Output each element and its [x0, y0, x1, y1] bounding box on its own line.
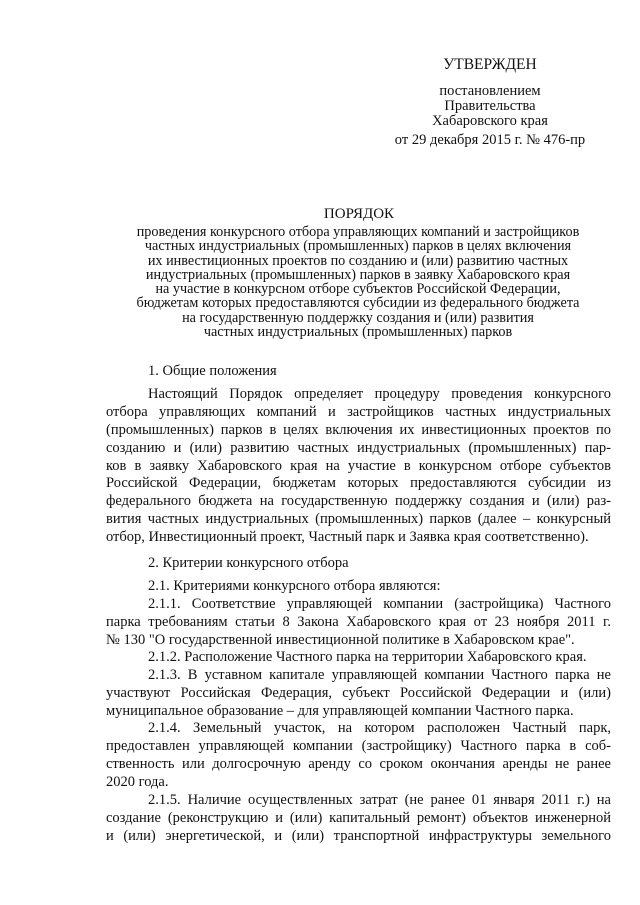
paragraph-line: 2.1.4. Земельный участок, на котором расположен Частный парк, [148, 720, 611, 736]
subtitle-line: частных индустриальных (промышленных) парков в целях включения [144, 238, 572, 255]
paragraph-line: участвуют Российская Федерация, субъект Российской Федерации и (или) [106, 684, 611, 701]
section-1-paragraph [106, 386, 611, 547]
paragraph-line: федерального бюджета на государственную поддержку создания и (или) раз- [106, 493, 611, 510]
paragraph-line: Настоящий Порядок определяет процедуру проведения конкурсного [148, 386, 611, 402]
paragraph-line: отбора управляющих компаний и застройщиков частных индустриальных [106, 403, 611, 420]
paragraph-line: ков в заявку Хабаровского края на участие в конкурсном отборе субъектов [106, 457, 611, 474]
approval-line: постановлением [439, 83, 541, 99]
paragraph-line: создание (реконструкцию и (или) капитальный ремонт) объектов инженерной [106, 809, 611, 826]
paragraph-line: парка требованиям статьи 8 Закона Хабаровского края от 23 ноября 2011 г. [106, 613, 611, 630]
paragraph-line: № 130 "О государственной инвестиционной политике в Хабаровском крае". [106, 631, 575, 648]
item-2-1 [106, 578, 611, 596]
subtitle-line: на государственную поддержку создания и (или) развития [182, 309, 534, 326]
paragraph-line: предоставлен управляющей компании (застройщику) Частного парка в соб- [106, 737, 611, 754]
subtitle-line: проведения конкурсного отбора управляющих компаний и застройщиков [136, 224, 580, 240]
paragraph-line: созданию и (или) развитию частных индустриальных (промышленных) пар- [106, 439, 611, 456]
section-1-heading: 1. Общие положения [148, 363, 277, 379]
approval-heading: УТВЕРЖДЕН [443, 56, 537, 73]
subtitle-line: индустриальных (промышленных) парков в заявку Хабаровского края [145, 266, 571, 283]
paragraph-line: (промышленных) парков в целях включения их инвестиционных проектов по [106, 421, 611, 438]
paragraph-line: вития частных индустриальных (промышленных) парков (далее – конкурсный [106, 511, 611, 528]
paragraph-line: 2020 года. [106, 773, 169, 790]
paragraph-line: отбор, Инвестиционный проект, Частный парк и Заявка края соответственно). [106, 529, 589, 546]
item-2-1-5 [106, 792, 611, 846]
subtitle-line: на участие в конкурсном отборе субъектов Российской Федерации, [155, 281, 561, 298]
paragraph-line: ственность или долгосрочную аренду со сроком окончания аренды не ранее [106, 755, 611, 772]
item-2-1-3 [106, 667, 611, 721]
approval-line: Правительства [444, 98, 536, 114]
subtitle-line: их инвестиционных проектов по созданию и (или) развитию частных [147, 252, 569, 269]
item-2-1-1 [106, 596, 611, 650]
subtitle-line: частных индустриальных (промышленных) парков [203, 324, 513, 341]
paragraph-line: 2.1.3. В уставном капитале управляющей компании Частного парка не [148, 667, 611, 683]
paragraph-line: 2.1. Критериями конкурсного отбора являются: [148, 578, 441, 594]
paragraph-line: 2.1.2. Расположение Частного парка на территории Хабаровского края. [148, 649, 587, 665]
paragraph-line: и (или) энергетической, и (или) транспортной инфраструктуры земельного [106, 827, 611, 844]
paragraph-line: 2.1.5. Наличие осуществленных затрат (не ранее 01 января 2011 г.) на [148, 792, 611, 808]
approval-date-line: от 29 декабря 2015 г. № 476-пр [394, 132, 586, 148]
approval-line: Хабаровского края [432, 113, 548, 129]
subtitle-line: бюджетам которых предоставляются субсидии из федерального бюджета [136, 295, 580, 312]
document-title: ПОРЯДОК [323, 206, 395, 222]
approval-block [380, 57, 600, 148]
paragraph-line: Российской Федерации, бюджетам которых предоставляются субсидии из [106, 475, 611, 492]
item-2-1-2 [106, 649, 611, 667]
paragraph-line: 2.1.1. Соответствие управляющей компании (застройщика) Частного [148, 596, 611, 612]
document-subtitle [98, 225, 618, 339]
section-2-heading: 2. Критерии конкурсного отбора [148, 555, 349, 571]
item-2-1-4 [106, 720, 611, 792]
paragraph-line: муниципальное образование – для управляющей компании Частного парка. [106, 702, 574, 719]
